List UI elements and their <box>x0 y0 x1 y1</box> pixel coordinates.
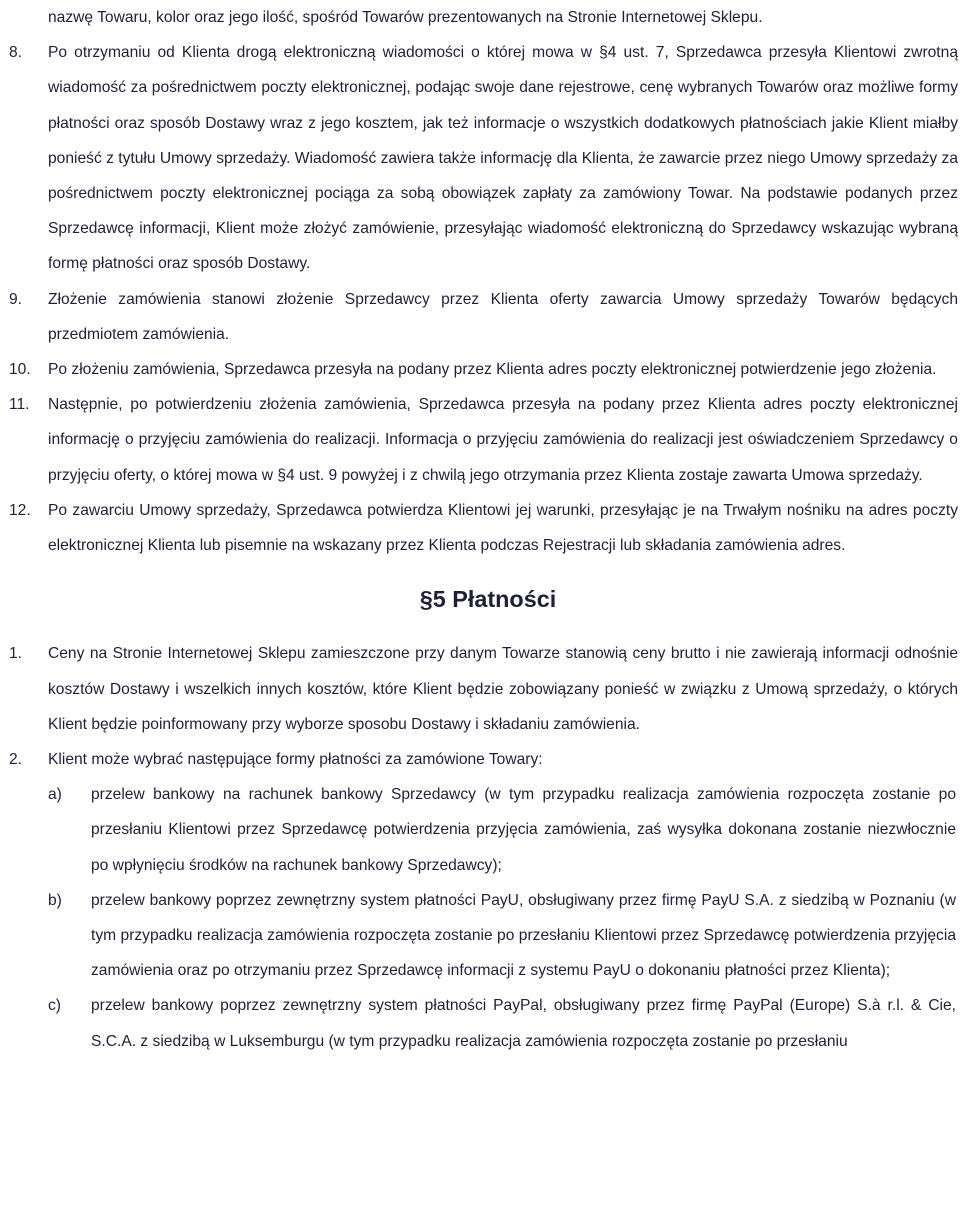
sub-item-text: przelew bankowy poprzez zewnętrzny system płatności PayPal, obsługiwany przez firmę PayPal (Europe) S.à r.l. & Cie, S.C.A. z siedzibą w Luksemburgu (w tym przypadku realizacja zamówienia rozpoczęta zostanie po przesłaniu <box>91 997 956 1050</box>
payments-item-1 <box>0 636 960 742</box>
list-item-11 <box>0 387 960 493</box>
sub-item-text: przelew bankowy poprzez zewnętrzny system płatności PayU, obsługiwany przez firmę PayU S.A. z siedzibą w Poznaniu (w tym przypadku realizacja zamówienia rozpoczęta zostanie po przesłaniu Klientowi przez Sprzedawcę potwierdzenia przyjęcia zamówienia oraz po otrzymaniu przez Sprzedawcę informacji z systemu PayU o dokonaniu płatności przez Klienta); <box>91 891 956 980</box>
continuation-text: nazwę Towaru, kolor oraz jego ilość, spośród Towarów prezentowanych na Stronie Internetowej Sklepu. <box>48 9 763 26</box>
list-item-text: Ceny na Stronie Internetowej Sklepu zamieszczone przy danym Towarze stanowią ceny brutto i nie zawierają informacji odnośnie kosztów Dostawy i wszelkich innych kosztów, które Klient będzie zobowiązany ponieść w związku z Umową sprzedaży, o których Klient będzie poinformowany przy wyborze sposobu Dostawy i składaniu zamówienia. <box>48 645 958 733</box>
list-item-number: 11. <box>9 396 30 414</box>
payment-methods-list <box>0 777 960 1059</box>
order-items-list <box>0 35 960 563</box>
list-item-text: Następnie, po potwierdzeniu złożenia zamówienia, Sprzedawca przesyła na podany przez Klienta adres poczty elektronicznej informację o przyjęciu zamówienia do realizacji. Informacja o przyjęciu zamówienia do realizacji jest oświadczeniem Sprzedawcy o przyjęciu oferty, o której mowa w §4 ust. 9 powyżej i z chwilą jego otrzymania przez Klienta zostaje zawarta Umowa sprzedaży. <box>48 396 958 484</box>
list-item-number: 10. <box>9 361 31 379</box>
list-item-text: Po złożeniu zamówienia, Sprzedawca przesyła na podany przez Klienta adres poczty elektronicznej potwierdzenie jego złożenia. <box>48 361 937 379</box>
list-item-text: Po otrzymaniu od Klienta drogą elektroniczną wiadomości o której mowa w §4 ust. 7, Sprzedawca przesyła Klientowi zwrotną wiadomość za pośrednictwem poczty elektronicznej, podając swoje dane rejestrowe, cenę wybranych Towarów oraz możliwe formy płatności oraz sposób Dostawy wraz z jego kosztem, jak też informacje o wszystkich dodatkowych płatnościach jakie Klient miałby ponieść z tytułu Umowy sprzedaży. Wiadomość zawiera także informację dla Klienta, że zawarcie przez niego Umowy sprzedaży za pośrednictwem poczty elektronicznej pociąga za sobą obowiązek zapłaty za zamówiony Towar. Na podstawie podanych przez Sprzedawcę informacji, Klient może złożyć zamówienie, przesyłając wiadomość elektroniczną do Sprzedawcy wskazując wybraną formę płatności oraz sposób Dostawy. <box>48 44 958 273</box>
list-item-number: 2. <box>9 751 23 769</box>
payment-method-a <box>0 777 960 883</box>
payments-item-2 <box>0 742 960 777</box>
list-item-9 <box>0 282 960 352</box>
sub-item-letter: b) <box>48 891 62 909</box>
sub-item-letter: c) <box>48 997 61 1015</box>
payment-method-c <box>0 988 960 1058</box>
list-item-10 <box>0 352 960 387</box>
list-item-text: Złożenie zamówienia stanowi złożenie Sprzedawcy przez Klienta oferty zawarcia Umowy sprzedaży Towarów będących przedmiotem zamówienia. <box>48 290 958 343</box>
list-item-8 <box>0 35 960 281</box>
list-item-text: Po zawarciu Umowy sprzedaży, Sprzedawca potwierdza Klientowi jej warunki, przesyłając je na Trwałym nośniku na adres poczty elektronicznej Klienta lub pisemnie na wskazany przez Klienta podczas Rejestracji lub składania zamówienia adres. <box>48 501 958 555</box>
list-item-number: 1. <box>9 645 23 663</box>
list-item-number: 9. <box>9 290 23 308</box>
sub-item-text: przelew bankowy na rachunek bankowy Sprzedawcy (w tym przypadku realizacja zamówienia rozpoczęta zostanie po przesłaniu Klientowi przez Sprzedawcę potwierdzenia przyjęcia zamówienia, zaś wysyłka dokonana zostanie niezwłocznie po wpłynięciu środków na rachunek bankowy Sprzedawcy); <box>91 786 956 874</box>
list-item-number: 12. <box>9 501 31 519</box>
sub-item-letter: a) <box>48 786 62 804</box>
list-item-12 <box>0 493 960 563</box>
payments-items-list <box>0 636 960 1058</box>
list-item-text: Klient może wybrać następujące formy płatności za zamówione Towary: <box>48 751 543 769</box>
payment-method-b <box>0 883 960 989</box>
section-heading-payments: §5 Płatności <box>419 586 557 613</box>
list-item-number: 8. <box>9 44 23 62</box>
